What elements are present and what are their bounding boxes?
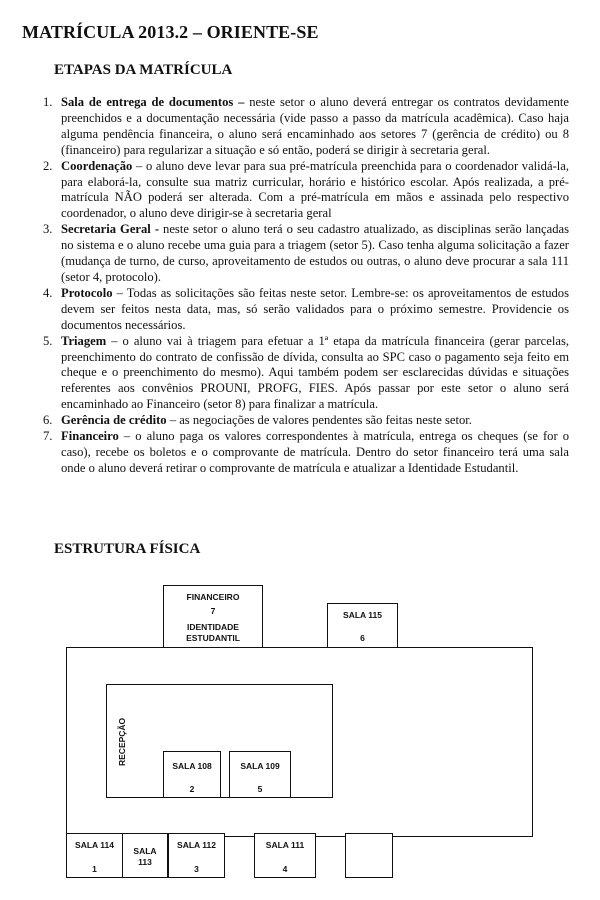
step-text: neste setor o aluno deverá entregar os contratos devidamente preenchidos e a documentação necessária (vide passo a passo da matrícula acadêmica). Caso haja alguma pendência financeira, o aluno será encaminhado aos setores 7 (gerência de crédito) ou 8 (financeiro) para regularizar a situação e só então, poderá se dirigir à secretaria geral.: [61, 95, 569, 157]
room-name: SALA 112: [177, 840, 216, 850]
room-number: 5: [257, 784, 263, 794]
room-number: 3: [194, 864, 199, 874]
step-item: [43, 158, 569, 223]
step-label: Protocolo: [61, 285, 113, 300]
room-sala-114: [66, 833, 123, 878]
step-item: [43, 413, 569, 429]
step-item: [43, 429, 569, 477]
step-text: – o aluno vai à triagem para efetuar a 1ª etapa da matrícula financeira (gerar parcelas, preenchimento do contrato de confissão de dívida, consulta ao SPC caso o pagamento seja feito em cheque e o preenchimento do mesmo). Aqui também podem ser esclarecidas dúvidas e situações referentes aos convênios PROUNI, PROFG, FIES. Após passar por este setor o aluno será encaminhado ao Financeiro (setor 8) para finalizar a matrícula.: [61, 333, 569, 412]
room-name: SALA 114: [75, 840, 114, 850]
step-text: – Todas as solicitações são feitas neste setor. Lembre-se: os aproveitamentos de estudos devem ser feitos nesta data, mas, só serão validados para o próximo semestre. Providencie os documentos necessários.: [61, 285, 569, 332]
room-number: 1: [92, 864, 97, 874]
room-sala-112: [168, 833, 225, 878]
step-number: 2.: [43, 158, 53, 173]
room-name: SALA 108: [172, 761, 212, 771]
step-item: [43, 285, 569, 334]
section-heading-estrutura: ESTRUTURA FÍSICA: [54, 541, 201, 557]
step-text: – o aluno paga os valores correspondentes à matrícula, entrega os cheques (se for o caso), recebe os boletos e o comprovante de matrícula. Dentro do setor financeiro terá uma sala onde o aluno deverá retirar o comprovante de matrícula e atualizar a Identidade Estudantil.: [61, 429, 569, 475]
step-number: 1.: [43, 95, 53, 109]
step-number: 7.: [43, 429, 53, 444]
room-number: 7: [210, 606, 216, 616]
room-name: SALA 115: [343, 610, 382, 620]
step-label: Triagem: [61, 333, 107, 348]
room-financeiro: [163, 585, 263, 648]
step-label: Financeiro: [61, 429, 119, 444]
step-item: [43, 95, 569, 159]
step-label: Gerência de crédito: [61, 413, 167, 428]
step-number: 5.: [43, 333, 53, 348]
room-sala-113: [122, 833, 168, 878]
page-title: MATRÍCULA 2013.2 – ORIENTE-SE: [22, 22, 319, 42]
room-unlabeled: [345, 833, 393, 878]
room-sala-111: [254, 833, 316, 878]
step-text: neste setor o aluno terá o seu cadastro atualizado, as disciplinas serão lançadas no sistema e o aluno recebe uma guia para a triagem (setor 5). Caso tenha alguma solicitação a fazer (mudança de turno, de curso, aproveitamento de estudos ou outras, o aluno deve procurar a sala 111 (setor 4, protocolo).: [61, 222, 569, 284]
step-label: Secretaria Geral -: [61, 222, 160, 237]
steps-list: [43, 95, 569, 477]
step-label: Sala de entrega de documentos –: [61, 95, 245, 109]
room-name: SALA 113: [133, 846, 157, 867]
room-sala-108: [163, 751, 221, 798]
room-sala-115: [327, 603, 398, 648]
room-name: SALA 109: [240, 761, 280, 771]
room-subtitle: IDENTIDADE ESTUDANTIL: [186, 622, 240, 643]
step-item: [43, 333, 569, 414]
room-name: FINANCEIRO: [186, 592, 240, 602]
step-number: 4.: [43, 285, 53, 300]
reception-label: RECEPÇÃO: [117, 717, 127, 766]
step-text: – o aluno deve levar para sua pré-matrícula preenchida para o coordenador validá-la, para elaborá-la, consulte sua matriz curricular, horário e histórico escolar. Após realizada, a pré-matrícula NÃO poderá ser alterada. Com a pré-matrícula em mãos e assinada pelo respectivo coordenador, o aluno deve dirigir-se à secretaria geral: [61, 158, 569, 221]
step-label: Coordenação: [61, 158, 133, 173]
step-number: 6.: [43, 413, 53, 428]
room-number: 2: [189, 784, 195, 794]
room-sala-109: [229, 751, 291, 798]
room-number: 4: [282, 864, 288, 874]
room-name: SALA 111: [265, 840, 305, 850]
section-heading-etapas: ETAPAS DA MATRÍCULA: [54, 62, 233, 78]
step-item: [43, 222, 569, 286]
room-number: 6: [360, 633, 365, 643]
step-text: – as negociações de valores pendentes são feitas neste setor.: [166, 413, 472, 428]
step-number: 3.: [43, 222, 53, 237]
